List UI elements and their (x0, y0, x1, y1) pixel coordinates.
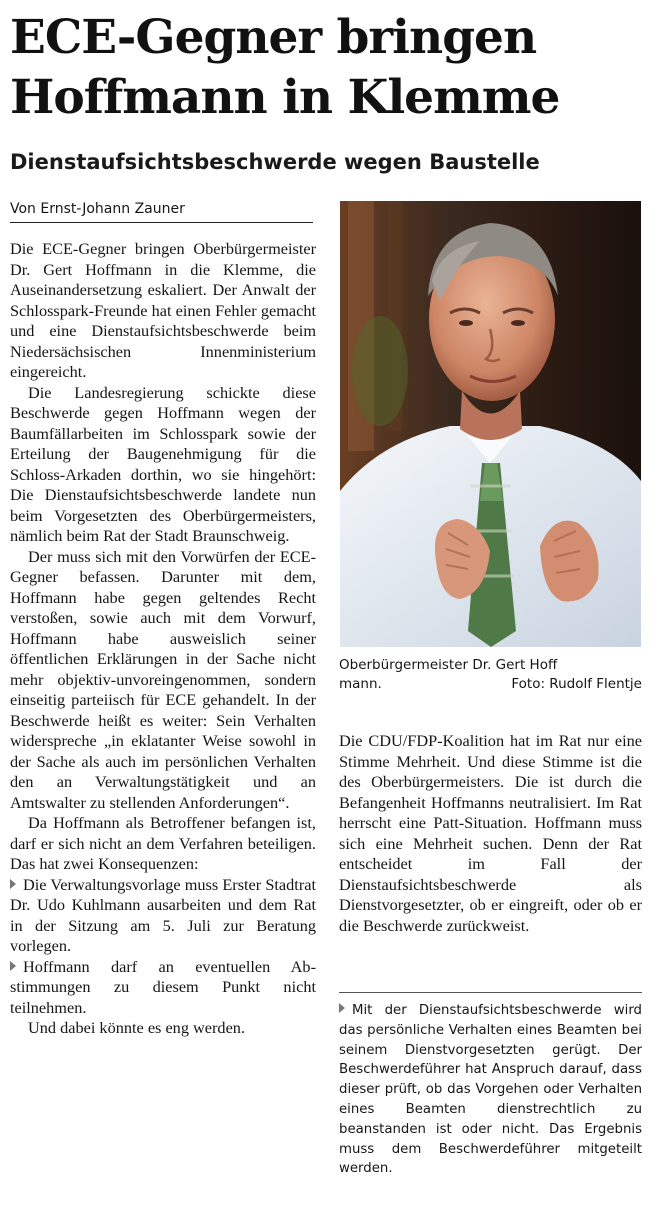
caption-line-1: Oberbürgermeister Dr. Gert Hoff (339, 657, 558, 673)
triangle-bullet-icon (10, 961, 16, 971)
article-column-2 (339, 731, 642, 936)
paragraph: Die CDU/FDP-Koalition hat im Rat nur eine Stimme Mehrheit. Und diese Stimme ist die des Oberbürgermeisters. Die ist durch die Befangenheit Hoffmanns neutralisiert. Im Rat herrscht eine Patt-Situation. Hoffmann muss sich eine Mehrheit suchen. Denn der Rat entscheidet im Fall der Dienstaufsichtsbeschwerde als Dienstvorgesetzter, ob er eingreift, oder ob er die Beschwerde zurückweist. (339, 731, 642, 935)
triangle-bullet-icon (339, 1003, 345, 1013)
headline-line-2: Hoffmann in Klemme (10, 70, 560, 125)
triangle-bullet-icon (10, 879, 16, 889)
headline (10, 8, 650, 128)
photo-caption (339, 656, 642, 694)
article-column-1 (10, 239, 316, 1039)
photo-credit: Foto: Rudolf Flentje (511, 676, 642, 692)
portrait-photo (340, 201, 641, 647)
paragraph: Der muss sich mit den Vorwürfen der ECE-Gegner befassen. Darunter mit dem, Hoffmann habe gegen geltendes Recht verstoßen, sowie auch mit dem Vorwurf, Hoffmann habe ausweislich seiner öffentlichen Erklärungen in der Sache nicht mehr objektiv-unvoreingenommen, sondern einseitig parteiisch für ECE gehandelt. In der Beschwerde heißt es weiter: Sein Verhalten widerspreche „in eklatanter Weise sowohl in der Sache als auch im persönlichen Verhalten den an Verwaltungstätigkeit und an Amtswalter zu stellenden Anforderungen“. (10, 546, 316, 812)
bullet-text: Die Verwaltungsvorlage muss Erster Stadtrat Dr. Udo Kuhlmann ausarbeiten und dem Rat in der Sitzung am 5. Juli zur Beratung vorlegen. (10, 874, 316, 955)
caption-line-2 (339, 675, 642, 694)
paragraph: Die ECE-Gegner bringen Oberbürgermeister Dr. Gert Hoffmann in die Klemme, die Auseinandersetzung eskaliert. Der Anwalt der Schlosspark-Freunde hat einen Fehler gemacht und eine Dienstaufsichtsbeschwerde beim Niedersächsischen Innenministerium eingereicht. (10, 239, 316, 381)
portrait-illustration (340, 201, 641, 647)
bullet-item (10, 875, 316, 957)
info-text: Mit der Dienstaufsichtsbeschwerde wird das persönliche Verhalten eines Beamten bei seinem Dienstvorgesetzten gerügt. Der Beschwerdeführer hat Anspruch darauf, dass dieser prüft, ob das Vorgehen oder Verhalten eines Beamten dienstrechtlich zu beanstanden ist oder nicht. Das Ergebnis muss dem Beschwerdeführer mitgeteilt werden. (339, 1003, 642, 1177)
byline: Von Ernst-Johann Zauner (10, 199, 313, 223)
subheadline: Dienstaufsichtsbeschwerde wegen Baustelle (10, 150, 540, 174)
paragraph: Da Hoffmann als Betroffener befangen ist, darf er sich nicht an dem Verfahren beteiligen. Das hat zwei Konsequenzen: (10, 813, 316, 873)
paragraph: Die Landesregierung schickte diese Beschwerde gegen Hoffmann wegen der Baumfällarbeiten im Schlosspark sowie der Erteilung der Baugenehmigung für die Schloss-Arkaden dorthin, wo sie hingehört: Die Dienstaufsichtsbeschwerde landete nun beim Vorgesetzten des Oberbürgermeisters, nämlich beim Rat der Stadt Braunschweig. (10, 382, 316, 545)
headline-line-1: ECE-Gegner bringen (10, 10, 537, 65)
info-box (339, 992, 642, 1179)
info-text-paragraph (339, 1001, 642, 1179)
bullet-item (10, 957, 316, 1019)
caption-text: mann. (339, 676, 382, 692)
paragraph: Und dabei könnte es eng werden. (28, 1018, 246, 1037)
bullet-text: Hoffmann darf an eventuellen Abstimmungen zu diesem Punkt nicht teilnehmen. (10, 956, 316, 1017)
